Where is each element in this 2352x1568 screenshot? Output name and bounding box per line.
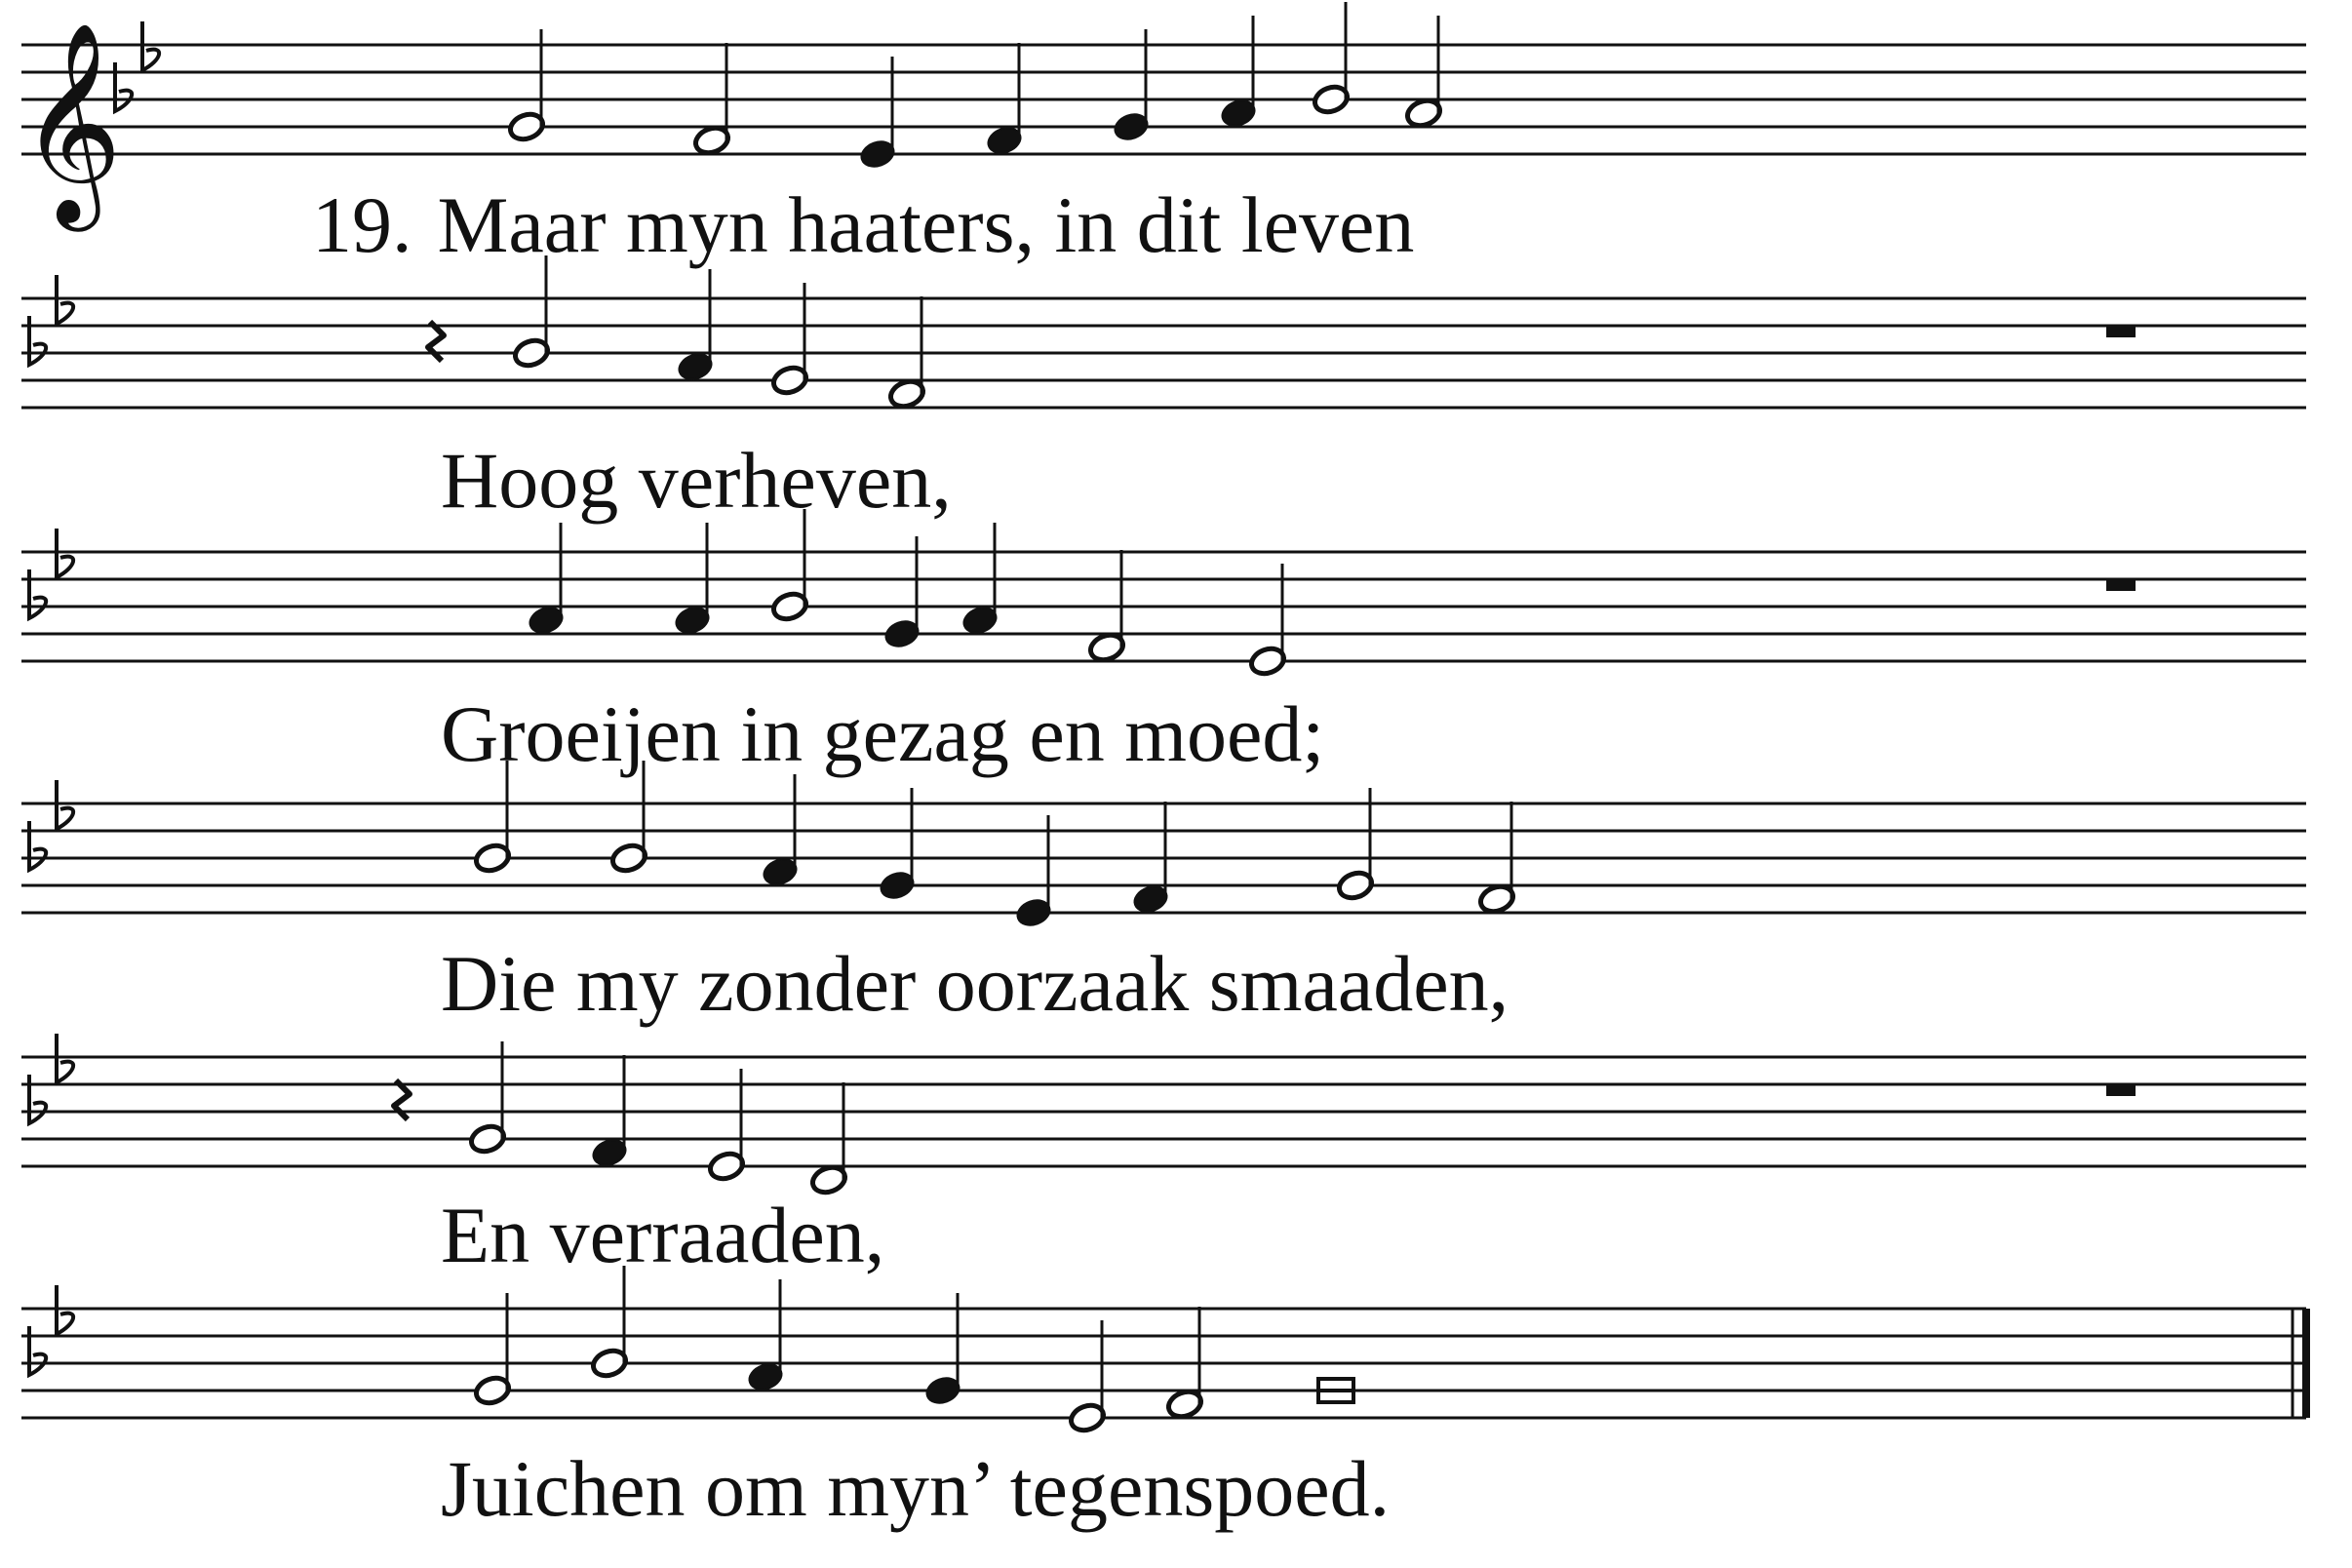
lyric-line-5 [441, 1191, 885, 1279]
flat-sign [29, 1075, 46, 1123]
lyric-text-4: Die my zonder oorzaak smaaden, [441, 939, 1509, 1028]
treble-clef: 𝄞 [20, 20, 123, 222]
quarter-rest [394, 1080, 410, 1119]
lyric-text-3: Groeijen in gezag en moed; [441, 689, 1325, 778]
verse-number: 19. [312, 180, 412, 269]
end-rest [2106, 579, 2136, 591]
lyric-text-6: Juichen om myn’ tegenspoed. [441, 1444, 1391, 1533]
quarter-rest [428, 322, 444, 361]
staff-system-6 [21, 1266, 2306, 1434]
end-rest [2106, 326, 2136, 337]
flat-sign [29, 316, 46, 365]
end-rest [2106, 1084, 2136, 1096]
flat-sign [29, 1326, 46, 1375]
lyric-text-1: Maar myn haaters, in dit leven [437, 180, 1415, 269]
lyric-line-6 [441, 1444, 1391, 1533]
lyric-line-1 [312, 180, 1415, 269]
staff-system-3 [21, 509, 2306, 678]
lyric-text-2: Hoog verheven, [441, 436, 952, 525]
staff-system-5 [21, 1034, 2306, 1196]
flat-sign [29, 821, 46, 870]
lyric-line-2 [441, 436, 952, 525]
lyric-line-3 [441, 689, 1325, 778]
lyric-text-5: En verraaden, [441, 1191, 885, 1279]
staff-system-4 [21, 761, 2306, 929]
staff-system-2 [21, 255, 2306, 411]
flat-sign [29, 569, 46, 618]
final-note [1318, 1379, 1353, 1402]
lyric-line-4 [441, 939, 1509, 1028]
